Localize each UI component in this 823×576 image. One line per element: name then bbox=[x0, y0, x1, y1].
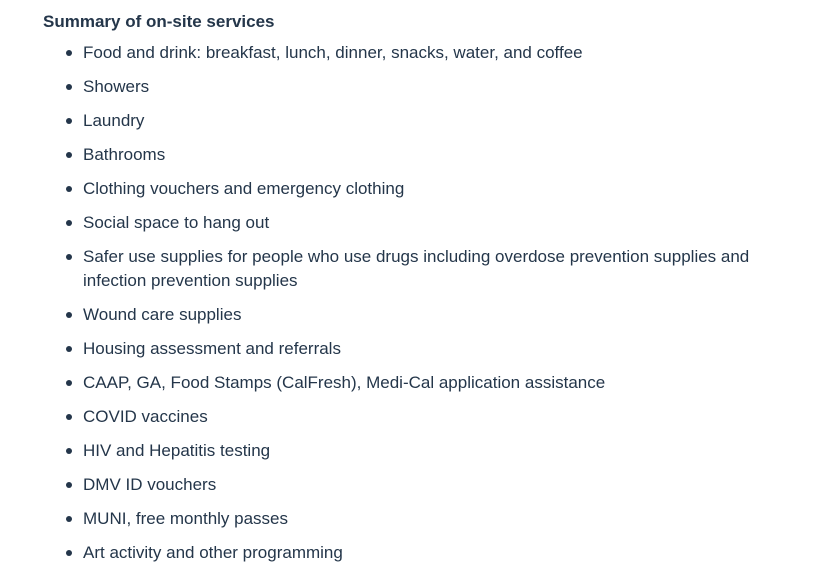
bullet-icon bbox=[66, 186, 72, 192]
list-item bbox=[43, 507, 763, 531]
list-item-text: HIV and Hepatitis testing bbox=[83, 441, 271, 460]
bullet-icon bbox=[66, 312, 72, 318]
list-item-text: Food and drink: breakfast, lunch, dinner, snacks, water, and coffee bbox=[83, 43, 583, 62]
bullet-icon bbox=[66, 118, 72, 124]
list-item bbox=[43, 541, 763, 565]
list-item bbox=[43, 303, 763, 327]
list-item-text: Social space to hang out bbox=[83, 213, 270, 232]
list-item-text: Showers bbox=[83, 77, 150, 96]
bullet-icon bbox=[66, 516, 72, 522]
list-item-text: COVID vaccines bbox=[83, 407, 208, 426]
list-item bbox=[43, 211, 763, 235]
list-item-text: Wound care supplies bbox=[83, 305, 242, 324]
list-item-text: Bathrooms bbox=[83, 145, 166, 164]
bullet-icon bbox=[66, 84, 72, 90]
section-heading: Summary of on-site services bbox=[43, 12, 275, 31]
list-item bbox=[43, 143, 763, 167]
list-item bbox=[43, 473, 763, 497]
list-item-text: Laundry bbox=[83, 111, 145, 130]
bullet-icon bbox=[66, 346, 72, 352]
bullet-icon bbox=[66, 380, 72, 386]
list-item-text: Art activity and other programming bbox=[83, 543, 343, 562]
list-item-text: DMV ID vouchers bbox=[83, 475, 217, 494]
list-item bbox=[43, 337, 763, 361]
bullet-icon bbox=[66, 254, 72, 260]
list-item bbox=[43, 75, 763, 99]
bullet-icon bbox=[66, 448, 72, 454]
list-item bbox=[43, 109, 763, 133]
services-list bbox=[43, 41, 763, 565]
list-item bbox=[43, 177, 763, 201]
list-item bbox=[43, 245, 763, 293]
list-item-text: MUNI, free monthly passes bbox=[83, 509, 289, 528]
list-item-text: Housing assessment and referrals bbox=[83, 339, 341, 358]
bullet-icon bbox=[66, 50, 72, 56]
bullet-icon bbox=[66, 152, 72, 158]
list-item bbox=[43, 405, 763, 429]
list-item bbox=[43, 439, 763, 463]
list-item-text: Safer use supplies for people who use drugs including overdose prevention supplies and infection prevention supplies bbox=[83, 247, 750, 290]
bullet-icon bbox=[66, 482, 72, 488]
bullet-icon bbox=[66, 550, 72, 556]
bullet-icon bbox=[66, 414, 72, 420]
list-item bbox=[43, 371, 763, 395]
list-item-text: CAAP, GA, Food Stamps (CalFresh), Medi-Cal application assistance bbox=[83, 373, 606, 392]
list-item bbox=[43, 41, 763, 65]
bullet-icon bbox=[66, 220, 72, 226]
list-item-text: Clothing vouchers and emergency clothing bbox=[83, 179, 405, 198]
